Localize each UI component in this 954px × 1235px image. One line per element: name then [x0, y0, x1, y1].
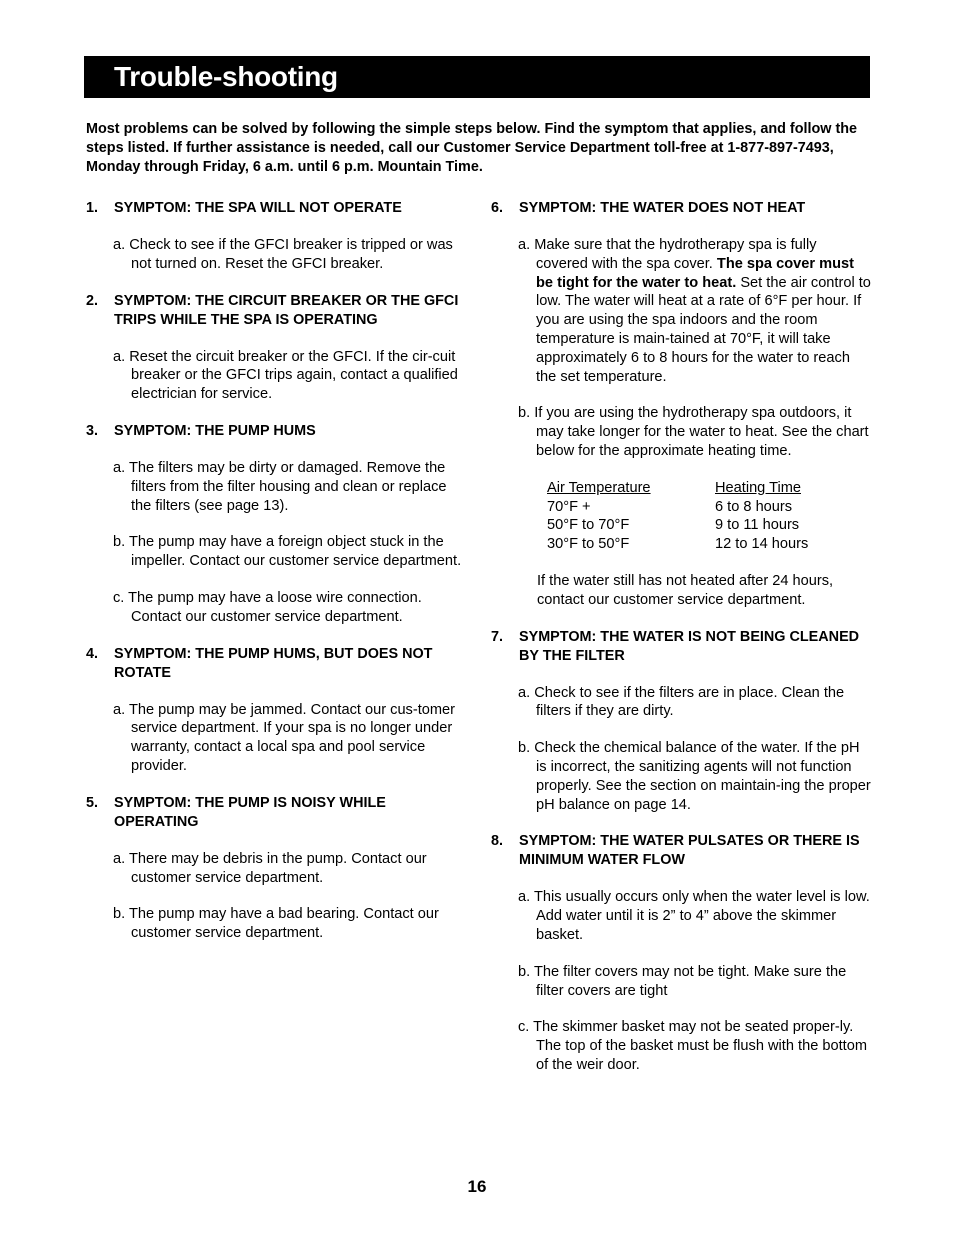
page-title: Trouble-shooting — [114, 61, 338, 92]
symptom-2 — [86, 292, 466, 404]
symptom-number: 1. — [86, 200, 99, 216]
symptom-title: SYMPTOM: THE WATER DOES NOT HEAT — [519, 200, 806, 216]
heating-time-table — [547, 479, 871, 554]
step-item: a. The pump may be jammed. Contact our cus-tomer service department. If your spa is no longer under warranty, contact a local spa and pool service provider. — [113, 701, 456, 774]
step-item: b. The pump may have a bad bearing. Contact our customer service department. — [113, 906, 439, 942]
right-column — [491, 199, 871, 1075]
symptom-1 — [86, 199, 466, 274]
step-item: b. If you are using the hydrotherapy spa outdoors, it may take longer for the water to heat. See the chart below for the approximate heating time. — [518, 405, 869, 459]
symptom-title: SYMPTOM: THE WATER IS NOT BEING CLEANED BY THE FILTER — [519, 628, 860, 664]
symptom-title: SYMPTOM: THE PUMP HUMS — [114, 422, 316, 439]
step-emphasis: The spa cover must be tight for the water to heat. — [536, 255, 854, 291]
step-item: a. Reset the circuit breaker or the GFCI. If the cir-cuit breaker or the GFCI trips again, contact a qualified electrician for service. — [113, 348, 458, 403]
symptom-number: 7. — [491, 628, 504, 645]
step-item: b. The pump may have a foreign object stuck in the impeller. Contact our customer service department. — [113, 534, 462, 570]
table-cell: 30°F to 50°F — [547, 536, 630, 553]
step-item — [518, 236, 871, 386]
symptom-8 — [491, 832, 871, 1074]
symptom-3 — [86, 422, 466, 627]
step-item: b. The filter covers may not be tight. Make sure the filter covers are tight — [518, 963, 847, 999]
intro-paragraph: Most problems can be solved by following the simple steps below. Find the symptom that applies, and follow the steps listed. If further assistance is needed, call our Customer Service Department toll-free at 1-877-897-7493, Monday through Friday, 6 a.m. until 6 p.m. Mountain Time. — [86, 121, 858, 175]
note-text: If the water still has not heated after 24 hours, contact our customer service department. — [537, 572, 834, 608]
step-item: a. Check to see if the GFCI breaker is tripped or was not turned on. Reset the GFCI breaker. — [113, 237, 453, 272]
symptom-5 — [86, 794, 466, 943]
symptom-title: SYMPTOM: THE WATER PULSATES OR THERE IS MINIMUM WATER FLOW — [519, 833, 860, 869]
table-cell: 50°F to 70°F — [547, 517, 630, 534]
symptom-number: 3. — [86, 422, 99, 439]
table-header: Air Temperature — [547, 479, 651, 496]
step-item: a. Check to see if the filters are in place. Clean the filters if they are dirty. — [518, 684, 845, 720]
symptom-7 — [491, 628, 871, 815]
table-cell: 70°F + — [547, 498, 591, 515]
symptom-title: SYMPTOM: THE PUMP HUMS, BUT DOES NOT ROTATE — [114, 645, 433, 681]
symptom-number: 6. — [491, 200, 504, 216]
symptom-number: 8. — [491, 833, 504, 850]
step-item: c. The pump may have a loose wire connection. Contact our customer service department. — [113, 589, 422, 625]
table-cell: 12 to 14 hours — [715, 536, 809, 553]
step-item: c. The skimmer basket may not be seated proper-ly. The top of the basket must be flush with the bottom of the weir door. — [518, 1019, 867, 1073]
page-number: 16 — [467, 1177, 487, 1196]
step-text: Set the air control to low. The water will heat at a rate of 6°F per hour. If you are using the spa indoors and the room temperature is main-tained at 70°F, it will take approximately 6 to 8 hours for the water to reach the set temperature. — [536, 274, 871, 385]
symptom-4 — [86, 645, 466, 776]
table-cell: 6 to 8 hours — [715, 498, 793, 515]
step-item: a. There may be debris in the pump. Contact our customer service department. — [113, 850, 427, 886]
symptom-title: SYMPTOM: THE PUMP IS NOISY WHILE OPERATING — [114, 794, 386, 830]
symptom-6 — [491, 199, 871, 610]
symptom-number: 2. — [86, 292, 99, 309]
left-column — [86, 199, 466, 943]
symptom-title: SYMPTOM: THE SPA WILL NOT OPERATE — [114, 200, 402, 216]
symptom-number: 5. — [86, 794, 99, 811]
step-item: a. The filters may be dirty or damaged. Remove the filters from the filter housing and clean or replace the filters (see page 13). — [113, 459, 447, 514]
step-item: a. This usually occurs only when the water level is low. Add water until it is 2” to 4” above the skimmer basket. — [518, 889, 870, 943]
step-item: b. Check the chemical balance of the water. If the pH is incorrect, the sanitizing agents will not function properly. See the section on maintain-ing the proper pH balance on page 14. — [518, 740, 871, 813]
symptom-title: SYMPTOM: THE CIRCUIT BREAKER OR THE GFCI TRIPS WHILE THE SPA IS OPERATING — [114, 292, 459, 328]
symptom-number: 4. — [86, 645, 99, 662]
title-bar — [84, 56, 870, 98]
step-text: a. Make sure that the hydrotherapy spa is fully covered with the spa cover. — [518, 237, 817, 272]
table-header: Heating Time — [715, 479, 801, 496]
table-cell: 9 to 11 hours — [715, 517, 800, 534]
